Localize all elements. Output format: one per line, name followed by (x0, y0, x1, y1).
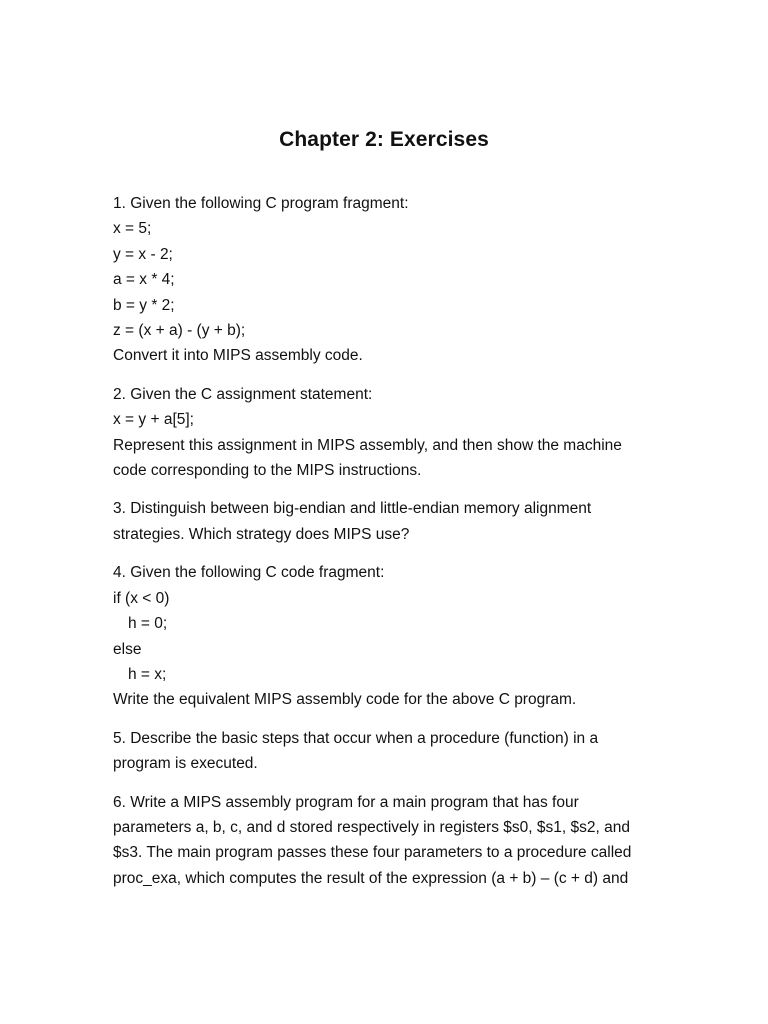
exercise-1-task: Convert it into MIPS assembly code. (113, 347, 363, 365)
code-line: a = x * 4; (113, 271, 175, 289)
code-line: x = 5; (113, 220, 152, 238)
code-line: b = y * 2; (113, 296, 175, 314)
exercise-2 (113, 382, 658, 484)
exercise-4-prompt: 4. Given the following C code fragment: (113, 564, 385, 582)
code-line: x = y + a[5]; (113, 411, 194, 429)
exercise-3 (113, 496, 658, 547)
exercise-6 (113, 790, 658, 892)
code-line: z = (x + a) - (y + b); (113, 322, 246, 340)
exercise-2-task: Represent this assignment in MIPS assembly, and then show the machine code corresponding to the MIPS instructions. (113, 436, 622, 480)
exercise-list (113, 191, 658, 904)
code-line: if (x < 0) (113, 589, 170, 607)
code-line: h = x; (128, 665, 167, 683)
exercise-2-prompt: 2. Given the C assignment statement: (113, 385, 373, 403)
exercise-6-prompt: 6. Write a MIPS assembly program for a main program that has four parameters a, b, c, and d stored respectively in registers $s0, $s1, $s2, and $s3. The main program passes these four parameters to a procedure called proc_exa, which computes the result of the expression (a + b) – (c + d) and (113, 793, 632, 887)
exercise-5 (113, 726, 658, 777)
exercise-3-prompt: 3. Distinguish between big-endian and little-endian memory alignment strategies. Which strategy does MIPS use? (113, 500, 592, 543)
exercise-1 (113, 191, 658, 369)
exercise-5-prompt: 5. Describe the basic steps that occur when a procedure (function) in a program is executed. (113, 729, 599, 773)
code-line: y = x - 2; (113, 245, 173, 263)
page-title: Chapter 2: Exercises (279, 128, 489, 151)
exercise-4-task: Write the equivalent MIPS assembly code for the above C program. (113, 691, 577, 709)
exercise-1-prompt: 1. Given the following C program fragment: (113, 195, 409, 212)
exercise-4 (113, 560, 658, 712)
code-line: else (113, 640, 142, 658)
code-line: h = 0; (128, 615, 168, 633)
